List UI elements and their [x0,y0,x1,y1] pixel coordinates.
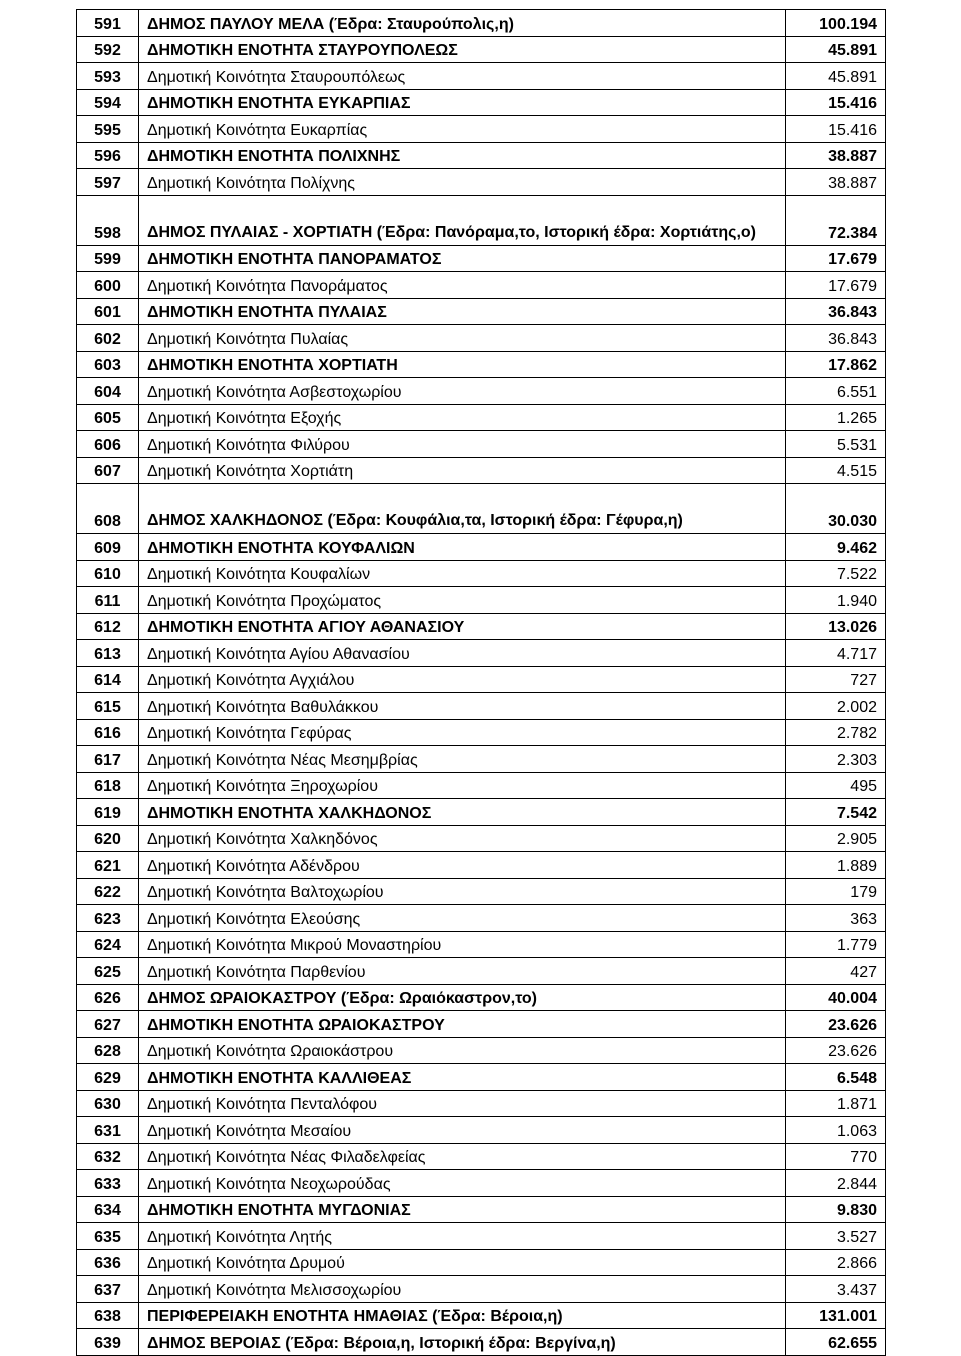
population-value: 7.522 [786,560,886,587]
row-number: 630 [77,1090,139,1117]
table-row [77,1329,886,1356]
table-row [77,984,886,1011]
row-number: 629 [77,1064,139,1091]
row-number: 606 [77,431,139,458]
area-name: Δημοτική Κοινότητα Χορτιάτη [139,457,786,484]
area-name: Δημοτική Κοινότητα Μικρού Μοναστηρίου [139,931,786,958]
table-row [77,195,886,245]
table-row [77,1196,886,1223]
table-row [77,1143,886,1170]
area-name: Δημοτική Κοινότητα Κουφαλίων [139,560,786,587]
row-number: 612 [77,613,139,640]
population-value: 9.462 [786,534,886,561]
population-value: 4.717 [786,640,886,667]
population-value: 62.655 [786,1329,886,1356]
area-name: ΠΕΡΙΦΕΡΕΙΑΚΗ ΕΝΟΤΗΤΑ ΗΜΑΘΙΑΣ (Έδρα: Βέροια,η) [139,1302,786,1329]
population-value: 3.527 [786,1223,886,1250]
population-value: 72.384 [786,195,886,245]
row-number: 634 [77,1196,139,1223]
table-row [77,958,886,985]
area-name: Δημοτική Κοινότητα Αδένδρου [139,852,786,879]
row-number: 622 [77,878,139,905]
area-name: ΔΗΜΟΤΙΚΗ ΕΝΟΤΗΤΑ ΚΑΛΛΙΘΕΑΣ [139,1064,786,1091]
table-row [77,36,886,63]
table-row [77,666,886,693]
table-row [77,89,886,116]
population-value: 9.830 [786,1196,886,1223]
row-number: 607 [77,457,139,484]
table-row [77,1117,886,1144]
table-row [77,484,886,534]
row-number: 608 [77,484,139,534]
table-row [77,431,886,458]
row-number: 626 [77,984,139,1011]
row-number: 613 [77,640,139,667]
area-name: ΔΗΜΟΣ ΩΡΑΙΟΚΑΣΤΡΟΥ (Έδρα: Ωραιόκαστρον,το) [139,984,786,1011]
area-name: Δημοτική Κοινότητα Πενταλόφου [139,1090,786,1117]
area-name: Δημοτική Κοινότητα Πυλαίας [139,325,786,352]
area-name: Δημοτική Κοινότητα Ευκαρπίας [139,116,786,143]
table-row [77,905,886,932]
row-number: 599 [77,245,139,272]
area-name: ΔΗΜΟΤΙΚΗ ΕΝΟΤΗΤΑ ΠΥΛΑΙΑΣ [139,298,786,325]
table-row [77,404,886,431]
table-row [77,325,886,352]
area-name: Δημοτική Κοινότητα Ωραιοκάστρου [139,1037,786,1064]
table-row [77,587,886,614]
row-number: 609 [77,534,139,561]
area-name: Δημοτική Κοινότητα Μελισσοχωρίου [139,1276,786,1303]
population-value: 17.679 [786,272,886,299]
row-number: 636 [77,1249,139,1276]
table-row [77,245,886,272]
population-value: 40.004 [786,984,886,1011]
population-value: 3.437 [786,1276,886,1303]
population-value: 2.866 [786,1249,886,1276]
row-number: 617 [77,746,139,773]
area-name: Δημοτική Κοινότητα Δρυμού [139,1249,786,1276]
population-value: 36.843 [786,325,886,352]
area-name: ΔΗΜΟΤΙΚΗ ΕΝΟΤΗΤΑ ΠΑΝΟΡΑΜΑΤΟΣ [139,245,786,272]
row-number: 614 [77,666,139,693]
area-name: ΔΗΜΟΣ ΠΑΥΛΟΥ ΜΕΛΑ (Έδρα: Σταυρούπολις,η) [139,10,786,37]
area-name: Δημοτική Κοινότητα Πανοράματος [139,272,786,299]
table-row [77,852,886,879]
table-row [77,1011,886,1038]
population-value: 100.194 [786,10,886,37]
table-row [77,1064,886,1091]
row-number: 633 [77,1170,139,1197]
population-value: 179 [786,878,886,905]
table-row [77,1302,886,1329]
area-name: Δημοτική Κοινότητα Νέας Μεσημβρίας [139,746,786,773]
row-number: 592 [77,36,139,63]
row-number: 621 [77,852,139,879]
table-row [77,878,886,905]
table-row [77,560,886,587]
area-name: Δημοτική Κοινότητα Λητής [139,1223,786,1250]
population-value: 1.871 [786,1090,886,1117]
population-table [76,9,886,1356]
table-row [77,142,886,169]
population-value: 17.679 [786,245,886,272]
area-name: Δημοτική Κοινότητα Αγίου Αθανασίου [139,640,786,667]
table-row [77,457,886,484]
population-value: 770 [786,1143,886,1170]
population-value: 23.626 [786,1011,886,1038]
area-name: Δημοτική Κοινότητα Σταυρουπόλεως [139,63,786,90]
table-row [77,272,886,299]
row-number: 628 [77,1037,139,1064]
area-name: Δημοτική Κοινότητα Βαλτοχωρίου [139,878,786,905]
area-name: ΔΗΜΟΣ ΠΥΛΑΙΑΣ - ΧΟΡΤΙΑΤΗ (Έδρα: Πανόραμα,το, Ιστορική έδρα: Χορτιάτης,ο) [139,195,786,245]
row-number: 632 [77,1143,139,1170]
row-number: 615 [77,693,139,720]
area-name: Δημοτική Κοινότητα Προχώματος [139,587,786,614]
table-row [77,1276,886,1303]
row-number: 627 [77,1011,139,1038]
population-value: 4.515 [786,457,886,484]
table-row [77,116,886,143]
row-number: 610 [77,560,139,587]
population-value: 1.889 [786,852,886,879]
row-number: 602 [77,325,139,352]
row-number: 618 [77,772,139,799]
table-row [77,1037,886,1064]
table-row [77,1223,886,1250]
row-number: 639 [77,1329,139,1356]
population-value: 2.844 [786,1170,886,1197]
population-value: 1.940 [786,587,886,614]
row-number: 635 [77,1223,139,1250]
table-row [77,799,886,826]
area-name: Δημοτική Κοινότητα Ελεούσης [139,905,786,932]
row-number: 605 [77,404,139,431]
area-name: ΔΗΜΟΣ ΒΕΡΟΙΑΣ (Έδρα: Βέροια,η, Ιστορική έδρα: Βεργίνα,η) [139,1329,786,1356]
area-name: ΔΗΜΟΤΙΚΗ ΕΝΟΤΗΤΑ ΩΡΑΙΟΚΑΣΤΡΟΥ [139,1011,786,1038]
table-row [77,378,886,405]
table-row [77,351,886,378]
row-number: 601 [77,298,139,325]
population-value: 2.905 [786,825,886,852]
area-name: Δημοτική Κοινότητα Χαλκηδόνος [139,825,786,852]
row-number: 619 [77,799,139,826]
population-value: 17.862 [786,351,886,378]
table-row [77,298,886,325]
row-number: 624 [77,931,139,958]
population-value: 23.626 [786,1037,886,1064]
row-number: 596 [77,142,139,169]
population-value: 427 [786,958,886,985]
area-name: ΔΗΜΟΤΙΚΗ ΕΝΟΤΗΤΑ ΠΟΛΙΧΝΗΣ [139,142,786,169]
population-value: 38.887 [786,142,886,169]
population-value: 1.265 [786,404,886,431]
area-name: Δημοτική Κοινότητα Μεσαίου [139,1117,786,1144]
population-value: 1.779 [786,931,886,958]
population-value: 131.001 [786,1302,886,1329]
table-row [77,534,886,561]
table-row [77,719,886,746]
row-number: 591 [77,10,139,37]
table-row [77,1249,886,1276]
population-value: 6.548 [786,1064,886,1091]
row-number: 616 [77,719,139,746]
area-name: ΔΗΜΟΤΙΚΗ ΕΝΟΤΗΤΑ ΧΑΛΚΗΔΟΝΟΣ [139,799,786,826]
population-value: 363 [786,905,886,932]
row-number: 637 [77,1276,139,1303]
table-row [77,772,886,799]
row-number: 593 [77,63,139,90]
area-name: ΔΗΜΟΤΙΚΗ ΕΝΟΤΗΤΑ ΜΥΓΔΟΝΙΑΣ [139,1196,786,1223]
area-name: Δημοτική Κοινότητα Παρθενίου [139,958,786,985]
table-row [77,1170,886,1197]
table-row [77,693,886,720]
table-row [77,746,886,773]
population-value: 6.551 [786,378,886,405]
area-name: Δημοτική Κοινότητα Νέας Φιλαδελφείας [139,1143,786,1170]
table-body [77,10,886,1356]
area-name: Δημοτική Κοινότητα Εξοχής [139,404,786,431]
area-name: Δημοτική Κοινότητα Γεφύρας [139,719,786,746]
area-name: Δημοτική Κοινότητα Βαθυλάκκου [139,693,786,720]
row-number: 594 [77,89,139,116]
population-value: 2.782 [786,719,886,746]
row-number: 638 [77,1302,139,1329]
area-name: Δημοτική Κοινότητα Φιλύρου [139,431,786,458]
area-name: Δημοτική Κοινότητα Ξηροχωρίου [139,772,786,799]
row-number: 611 [77,587,139,614]
row-number: 603 [77,351,139,378]
population-value: 2.303 [786,746,886,773]
area-name: ΔΗΜΟΤΙΚΗ ΕΝΟΤΗΤΑ ΣΤΑΥΡΟΥΠΟΛΕΩΣ [139,36,786,63]
row-number: 597 [77,169,139,196]
table-row [77,640,886,667]
population-value: 36.843 [786,298,886,325]
table-row [77,1090,886,1117]
area-name: ΔΗΜΟΤΙΚΗ ΕΝΟΤΗΤΑ ΑΓΙΟΥ ΑΘΑΝΑΣΙΟΥ [139,613,786,640]
table-row [77,10,886,37]
row-number: 620 [77,825,139,852]
population-value: 1.063 [786,1117,886,1144]
area-name: Δημοτική Κοινότητα Αγχιάλου [139,666,786,693]
area-name: ΔΗΜΟΤΙΚΗ ΕΝΟΤΗΤΑ ΚΟΥΦΑΛΙΩΝ [139,534,786,561]
population-value: 30.030 [786,484,886,534]
table-row [77,931,886,958]
table-row [77,169,886,196]
population-value: 7.542 [786,799,886,826]
population-value: 5.531 [786,431,886,458]
population-value: 15.416 [786,89,886,116]
table-row [77,613,886,640]
row-number: 600 [77,272,139,299]
population-value: 45.891 [786,63,886,90]
population-value: 13.026 [786,613,886,640]
population-value: 495 [786,772,886,799]
row-number: 625 [77,958,139,985]
area-name: ΔΗΜΟΤΙΚΗ ΕΝΟΤΗΤΑ ΧΟΡΤΙΑΤΗ [139,351,786,378]
population-value: 38.887 [786,169,886,196]
row-number: 604 [77,378,139,405]
population-value: 2.002 [786,693,886,720]
area-name: Δημοτική Κοινότητα Νεοχωρούδας [139,1170,786,1197]
row-number: 631 [77,1117,139,1144]
table-row [77,825,886,852]
row-number: 595 [77,116,139,143]
area-name: ΔΗΜΟΤΙΚΗ ΕΝΟΤΗΤΑ ΕΥΚΑΡΠΙΑΣ [139,89,786,116]
row-number: 598 [77,195,139,245]
population-value: 15.416 [786,116,886,143]
area-name: Δημοτική Κοινότητα Πολίχνης [139,169,786,196]
population-table-container [76,9,885,1356]
area-name: Δημοτική Κοινότητα Ασβεστοχωρίου [139,378,786,405]
table-row [77,63,886,90]
population-value: 727 [786,666,886,693]
area-name: ΔΗΜΟΣ ΧΑΛΚΗΔΟΝΟΣ (Έδρα: Κουφάλια,τα, Ιστορική έδρα: Γέφυρα,η) [139,484,786,534]
row-number: 623 [77,905,139,932]
population-value: 45.891 [786,36,886,63]
